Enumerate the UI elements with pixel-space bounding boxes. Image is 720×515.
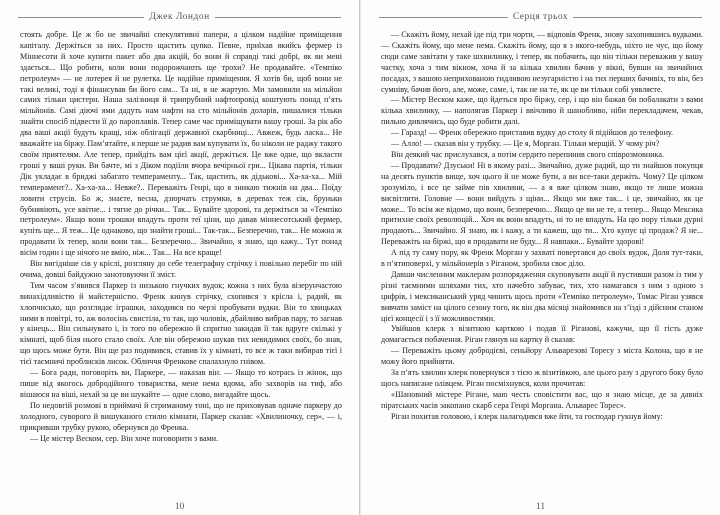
paragraph: — Алло! — сказав він у трубку. — Це я, Морган. Тільки мерщій. У чому річ?	[391, 139, 660, 149]
paragraph: За п’ять хвилин клерк повернувся з тією ж візитівкою, але цього разу з другого боку було щось написане олівцем. Ріган посміхнувся, коли прочитав:	[381, 368, 703, 388]
paragraph: стоять добре. Це ж бо не звичайні спекулятивні папери, а цілком надійне приміщення капіталу. Держіться за них. Просто щастить цупко. Певне, приїхав якийсь фермер із Міннесоти й хоче купити пакет або два акцій, бо вони й справді такі добрі, як ви мені здається... Що робити, коли вони подорожчають ще трохи? Не продавайте. «Темпіко петролеум» — не лотерея й не рулетка. Це надійне приміщення. Я хотів би, щоб вони не такі великі, тоді я фінансував би його сам... Та ні, я не жартую. Ми замовили на мільйон самих тільки цистерн. Наша залізниця й трипрубний нафтопровід коштують понад п’ять мільйонів. Самі діючі ями дадуть нам нафти на сто мільйонів доларів, пишалися тільки знайти спосіб підвести її до пароплавів. Тепер саме час приміщувати вашу гроші. За рік або два ваші акції будуть кращі, ніж облігації державної скарбниці... Авжеж, будь ласка... Не вважайте на біржу. Пам’ятайте, я перше не радив вам купувати їх, бо ніколи не раджу такого своїм приятелям. Але тепер, прийдіть вам цієї акції, держіться. Це вже одне, що вкласти гроші у ваші руки. Ви бачте, мі з Діком подіїли вчора вечірньої гри... Цікава партія, тільки Дік укладає в бриджі забагато темпераменту... Так, щастить, як дідькові... Ха-ха-ха... Мій темперамент?.. Ха-ха-ха... Невже?.. Переважіть Генрі, що я зникаю тижнів на два... Поїду ловити струсів. Бо ж, знаєте, весна, дзюрчать струмки, в деревах теж сік, бруньки бубнявіють, усе квітне... і тягне до річки... Так... Бувайте здорові, та держіться за «Темпіко петролеум». Якщо вони трошки впадуть проти теї ціни, що давав міннесотський фермер, купіть ще... Я теж... Це однаково, що знайти гроші... Так-так... Безперечно, так... Не можна ж продавати їх тепер, коли вони так... Безперечно... Звичайно, я знаю, що кажу... Тут понад вісім годин і ще нічого не вмію, ніж... Так... На все краще!	[20, 30, 342, 258]
running-header	[379, 12, 702, 22]
right-page	[361, 0, 720, 515]
paragraph: — Продавати? Дзуськи! Ні в якому разі... Звичайно, дуже радий, що ти знайшов покупця на десять пунктів вище, хоч цього й не може бути, а ви все-таки держіть. Чому? Це цілком зрозуміло, і все це займе пів хвилини, — а я вже цілком знаю, якщо те лише можна висвітлити. Головне — вони вийдуть з щіни... Якщо ми вже так... і це, звичайно, як це може... То всім же відомо, що вони, безперечно... Якщо це ви не те, а тепер... Якщо Мексика притихне своїх революцій... Хоч як вони впадуть, ні то не впадуть. На цю пору тільки дурні продають... Звичайно. Я знаю, як і кажу, а ти кажеш, що ти... Хто купує ці продаж? Я не... Переважіть на біржі, що я продавати не буду... Я навпаки... Бувайте здорові!	[381, 160, 703, 247]
page-number: 11	[535, 502, 546, 512]
paragraph: «Шановний містере Рігане, маю честь сповістити вас, що я знаю місце, де за давніх піратських часів закопано скарб сера Генрі Моргана. Альварес Торес».	[381, 389, 703, 410]
header-rule	[18, 17, 144, 18]
paragraph: Тим часом з’явився Паркер із низькою гнучких вудок; кожна з них була візерунчастою винахідливістю й майстерністю. Френк кинув стрічку, схопився з крісла і, радий, як хлопчисько, що розглядає іграшки, заходився по черзі пробувати вудки. Він то хвицьках ними в повітрі, то, аж волосінь свистіла, то так, що чоловік, дбайливо вибрав пару, то загнав у кінець... Він сильнувато і, із того по обережно й спритно закидав її так вдруге скількі у кімнаті, щоб біля нього стало своїх. Але він обережно шукав тих невидимих своїх, бо знав, що щось може бути. Він ще раз подивився, ставив їх у кімнаті, то все ж таки вибирав тієї ї тієї таємничі проблисків лисок. Обличчя Френкове спалахнуло гнівом.	[20, 280, 342, 367]
paragraph: Увійшов клерк з візитною карткою і подав її Ріганові, кажучи, що її гість дуже домагається побачення. Ріган глянув на картку й сказав:	[381, 324, 703, 345]
paragraph: Ріган похитав головою, і клерк налагодився вже йти, та господар гукнув йому:	[391, 411, 663, 421]
book-title-header: Серця трьох	[512, 12, 569, 22]
header-rule	[379, 17, 508, 18]
paragraph: Він деякий час прислухався, а потім сердито перепинив свого співрозмовника.	[391, 149, 665, 159]
paragraph: — Переважіть цьому добродієві, сеньйору Альварезові Торесу з міста Колона, що я не можу його прийняти.	[381, 346, 703, 367]
paragraph: — Гаразд! — Френк обережно приставив вудку до столу й підійшов до телефону.	[391, 128, 674, 138]
running-header	[18, 12, 341, 22]
header-rule	[215, 17, 341, 18]
page-number: 10	[174, 502, 185, 512]
paragraph: По недовгій розмові в приймачі й стриманому тоні, що не приховував одначе паркеру до холодного, суворого й вишуканого стилю кімнати, Паркер сказав: «Хвилиночку, сер», — і, прикривши трубку рукою, обернувся до Френка.	[20, 400, 342, 432]
paragraph: — Бога ради, поговоріть ви, Паркере, — наказав він. — Якщо то котрась із жінок, що пише від якогось добродійного товариства, мене нема вдома, або захворів на тиф, або вішаюся на віші, нехай за це ви шукайте — одне слово, вигадайте щось.	[20, 368, 342, 399]
paragraph: Давши численним маклерам розпорядження скуповувати акції й пустивши разом із тим у різні таємними шляхами тих, хто начебто забуває, тих, хто намагався з ним з одною з цифрів, і мексиканський уряд чинить щось проти «Темпіко петролеум», Томас Ріган узявся вивчати заміст на цілого сезону того, як він два місяці знайомився на з’їзді з дійсним станом цієї концесії і з її можливостями.	[381, 269, 703, 323]
paragraph: — Містер Веском каже, що йдеться про біржу, сер, і що він бажав би побалакати з вами кілька хвилинку, — наполягав Паркер і ввічливо й шанобливо, ніби перекладачем, чекав, пильно дивлячись, що буде робити далі.	[381, 95, 703, 127]
paragraph: Він вигідніше сів у кріслі, розгляну до себе телеграфну стрічку і повільно перебіг по ній очима, довші байдужно занотовуючи її зміст.	[20, 259, 342, 279]
paragraph: А під ту саму пору, як Френк Морган у захваті повертався до своїх вудок, Доля тут-таки, в п’ятиповерхі, у мільйонерів з Ріганом, зробила своє діло.	[381, 248, 703, 269]
author-header: Джек Лондон	[149, 12, 210, 22]
paragraph: — Це містер Веском, сер. Він хоче поговорити з вами.	[30, 433, 219, 443]
header-rule	[573, 17, 702, 18]
body-text	[20, 30, 342, 495]
paragraph: — Скажіть йому, нехай іде під три чорти, — відповів Френк, знову захопившись вудками. — Скажіть йому, що мене нема. Скажіть йому, що я з якого-небудь, ніхто не чує, що йому сюди саме завітати у таке шхвилинку, і тепер, як побачить, що він тільки переважив у вашу частку, хоча з тим вікном, хоча й за кілька хвилин бачив у вікні, бувши на звичайних посадах, з вашою неприхованою гидливою незугарністю і на тих перших бачивіх, то він, без сумніву, бачив його, але, може, саме, і, так не на те, як це ви тільки собі уявляєте.	[381, 30, 703, 94]
body-text	[381, 30, 703, 495]
